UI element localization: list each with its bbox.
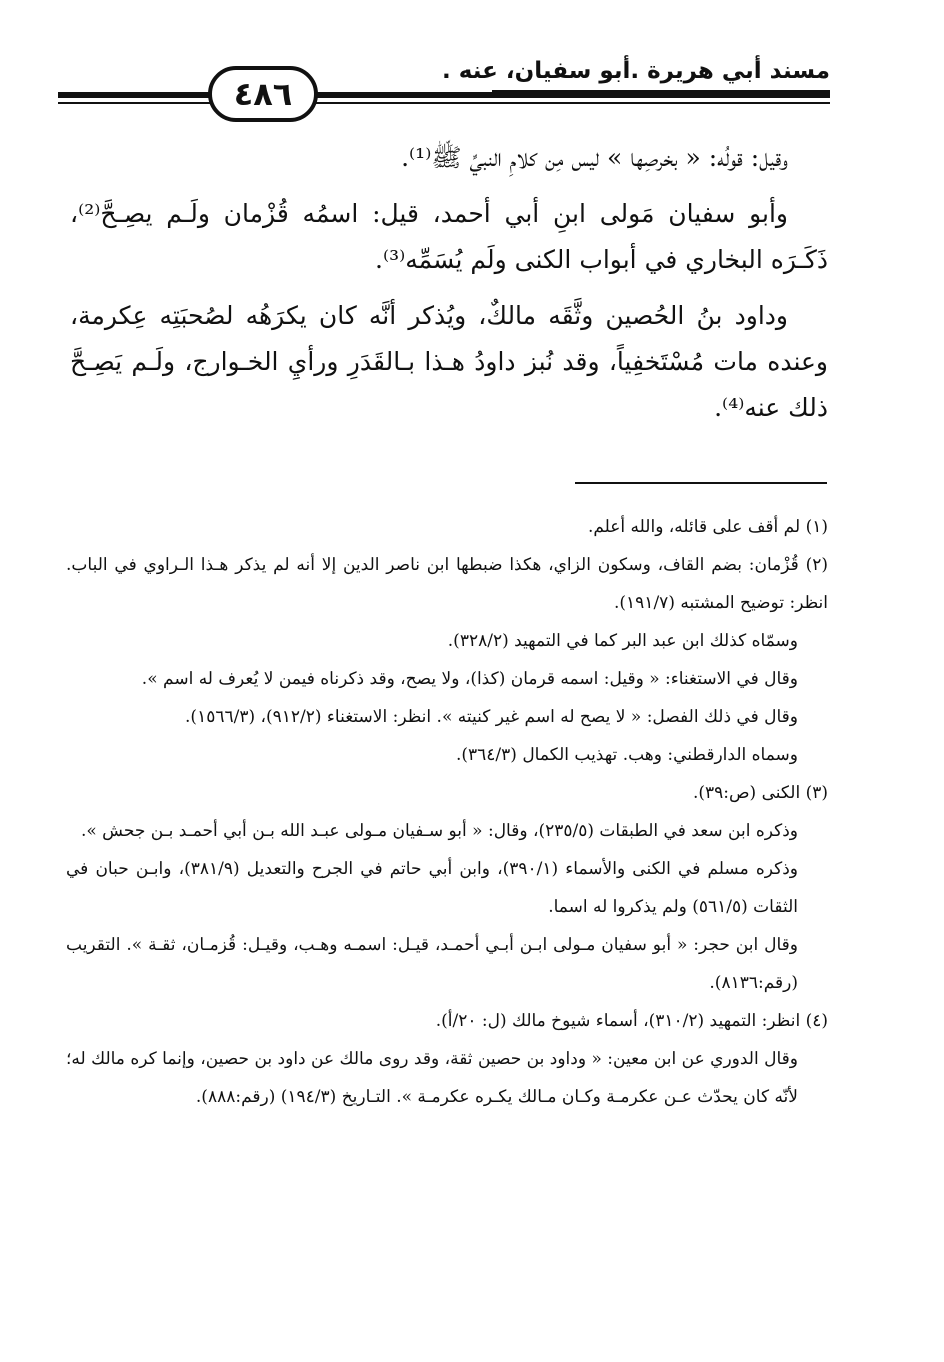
page-number: ٤٨٦ — [233, 75, 293, 113]
footnote: (١) لم أقف على قائله، والله أعلم. — [587, 517, 828, 537]
page-header — [58, 52, 830, 132]
footnote-separator — [575, 482, 827, 484]
footnote: (٤) انظر: التمهيد (٣١٠/٢)، أسماء شيوخ مالك (ل: ٢٠/أ). — [435, 1011, 828, 1031]
footnote-continuation: وذكره ابن سعد في الطبقات (٢٣٥/٥)، وقال: « أبو سـفيان مـولى عبـد الله بـن أبي أحمـد بـن جحش ». — [80, 821, 798, 841]
footnote-continuation: وقال في ذلك الفصل: « لا يصح له اسم غير كنيته ». انظر: الاستغناء (٩١٢/٢)، (١٥٦٦/٣). — [185, 707, 798, 727]
footnote-continuation: وذكره مسلم في الكنى والأسماء (٣٩٠/١)، وابن أبي حاتم في الجرح والتعديل (٣٨١/٩)، وابـن حبان في الثقات (٥٦١/٥) ولم يذكروا له اسما. — [66, 859, 799, 917]
page-number-badge — [208, 66, 318, 122]
running-title: مسند أبي هريرة .أبو سفيان، عنه . — [442, 58, 830, 84]
header-rule-thin — [58, 102, 830, 104]
paragraph: وداود بنُ الحُصين وثَّقَه مالكٌ، ويُذكر أنَّه كان يكرَهُه لصُحبَتِه عِكرمة، وعنده مات مُسْتَخفِياً، وقد نُبز داودُ هـذا بـالقَدَرِ ورأيِ الخـوارج، ولَـم يَصِـحَّ ذلك عنه⁽⁴⁾. — [70, 301, 828, 422]
footnote-continuation: وقال في الاستغناء: « وقيل: اسمه قرمان (كذا)، ولا يصح، وقد ذكرناه فيمن لا يُعرف له اسم ». — [141, 669, 798, 689]
footnote: (٣) الكنى (ص:٣٩). — [692, 783, 828, 803]
footnote-continuation: وسماه الدارقطني: وهب. تهذيب الكمال (٣٦٤/٣). — [455, 745, 798, 765]
footnote-continuation: وقال الدوري عن ابن معين: « وداود بن حصين ثقة، وقد روى مالك عن داود بن حصين، وإنما كره مالك له؛ لأنّه كان يحدّث عـن عكرمـة وكـان مـالك يكـره عكرمـة ». التـاريخ (١٩٤/٣) (رقم:٨٨٨). — [66, 1049, 798, 1107]
paragraph: وقيل: قولُه: « بخرصِها » ليس مِن كلامِ النبيِّ ﷺ⁽¹⁾. — [401, 143, 788, 172]
footnote-continuation: وقال ابن حجر: « أبو سفيان مـولى ابـن أبـي أحمـد، قيـل: اسمـه وهـب، وقيـل: قُزمـان، ثقـة ». التقريب (رقم:٨١٣٦). — [66, 935, 798, 993]
main-text — [70, 135, 828, 441]
footnote: (٢) قُزْمان: بضم القاف، وسكون الزاي، هكذا ضبطها ابن ناصر الدين إلا أنه لم يذكر هـذا الـراوي في الباب. انظر: توضيح المشتبه (١٩١/٧). — [66, 555, 828, 613]
footnote-continuation: وسمّاه كذلك ابن عبد البر كما في التمهيد (٣٢٨/٢). — [447, 631, 798, 651]
header-rule — [58, 92, 830, 98]
footnotes — [66, 508, 828, 1116]
paragraph: وأبو سفيان مَولى ابنِ أبي أحمد، قيل: اسمُه قُزْمان ولَـم يصِـحَّ⁽²⁾، ذَكَـرَه البخاري في أبواب الكنى ولَم يُسَمِّه⁽³⁾. — [70, 199, 828, 274]
